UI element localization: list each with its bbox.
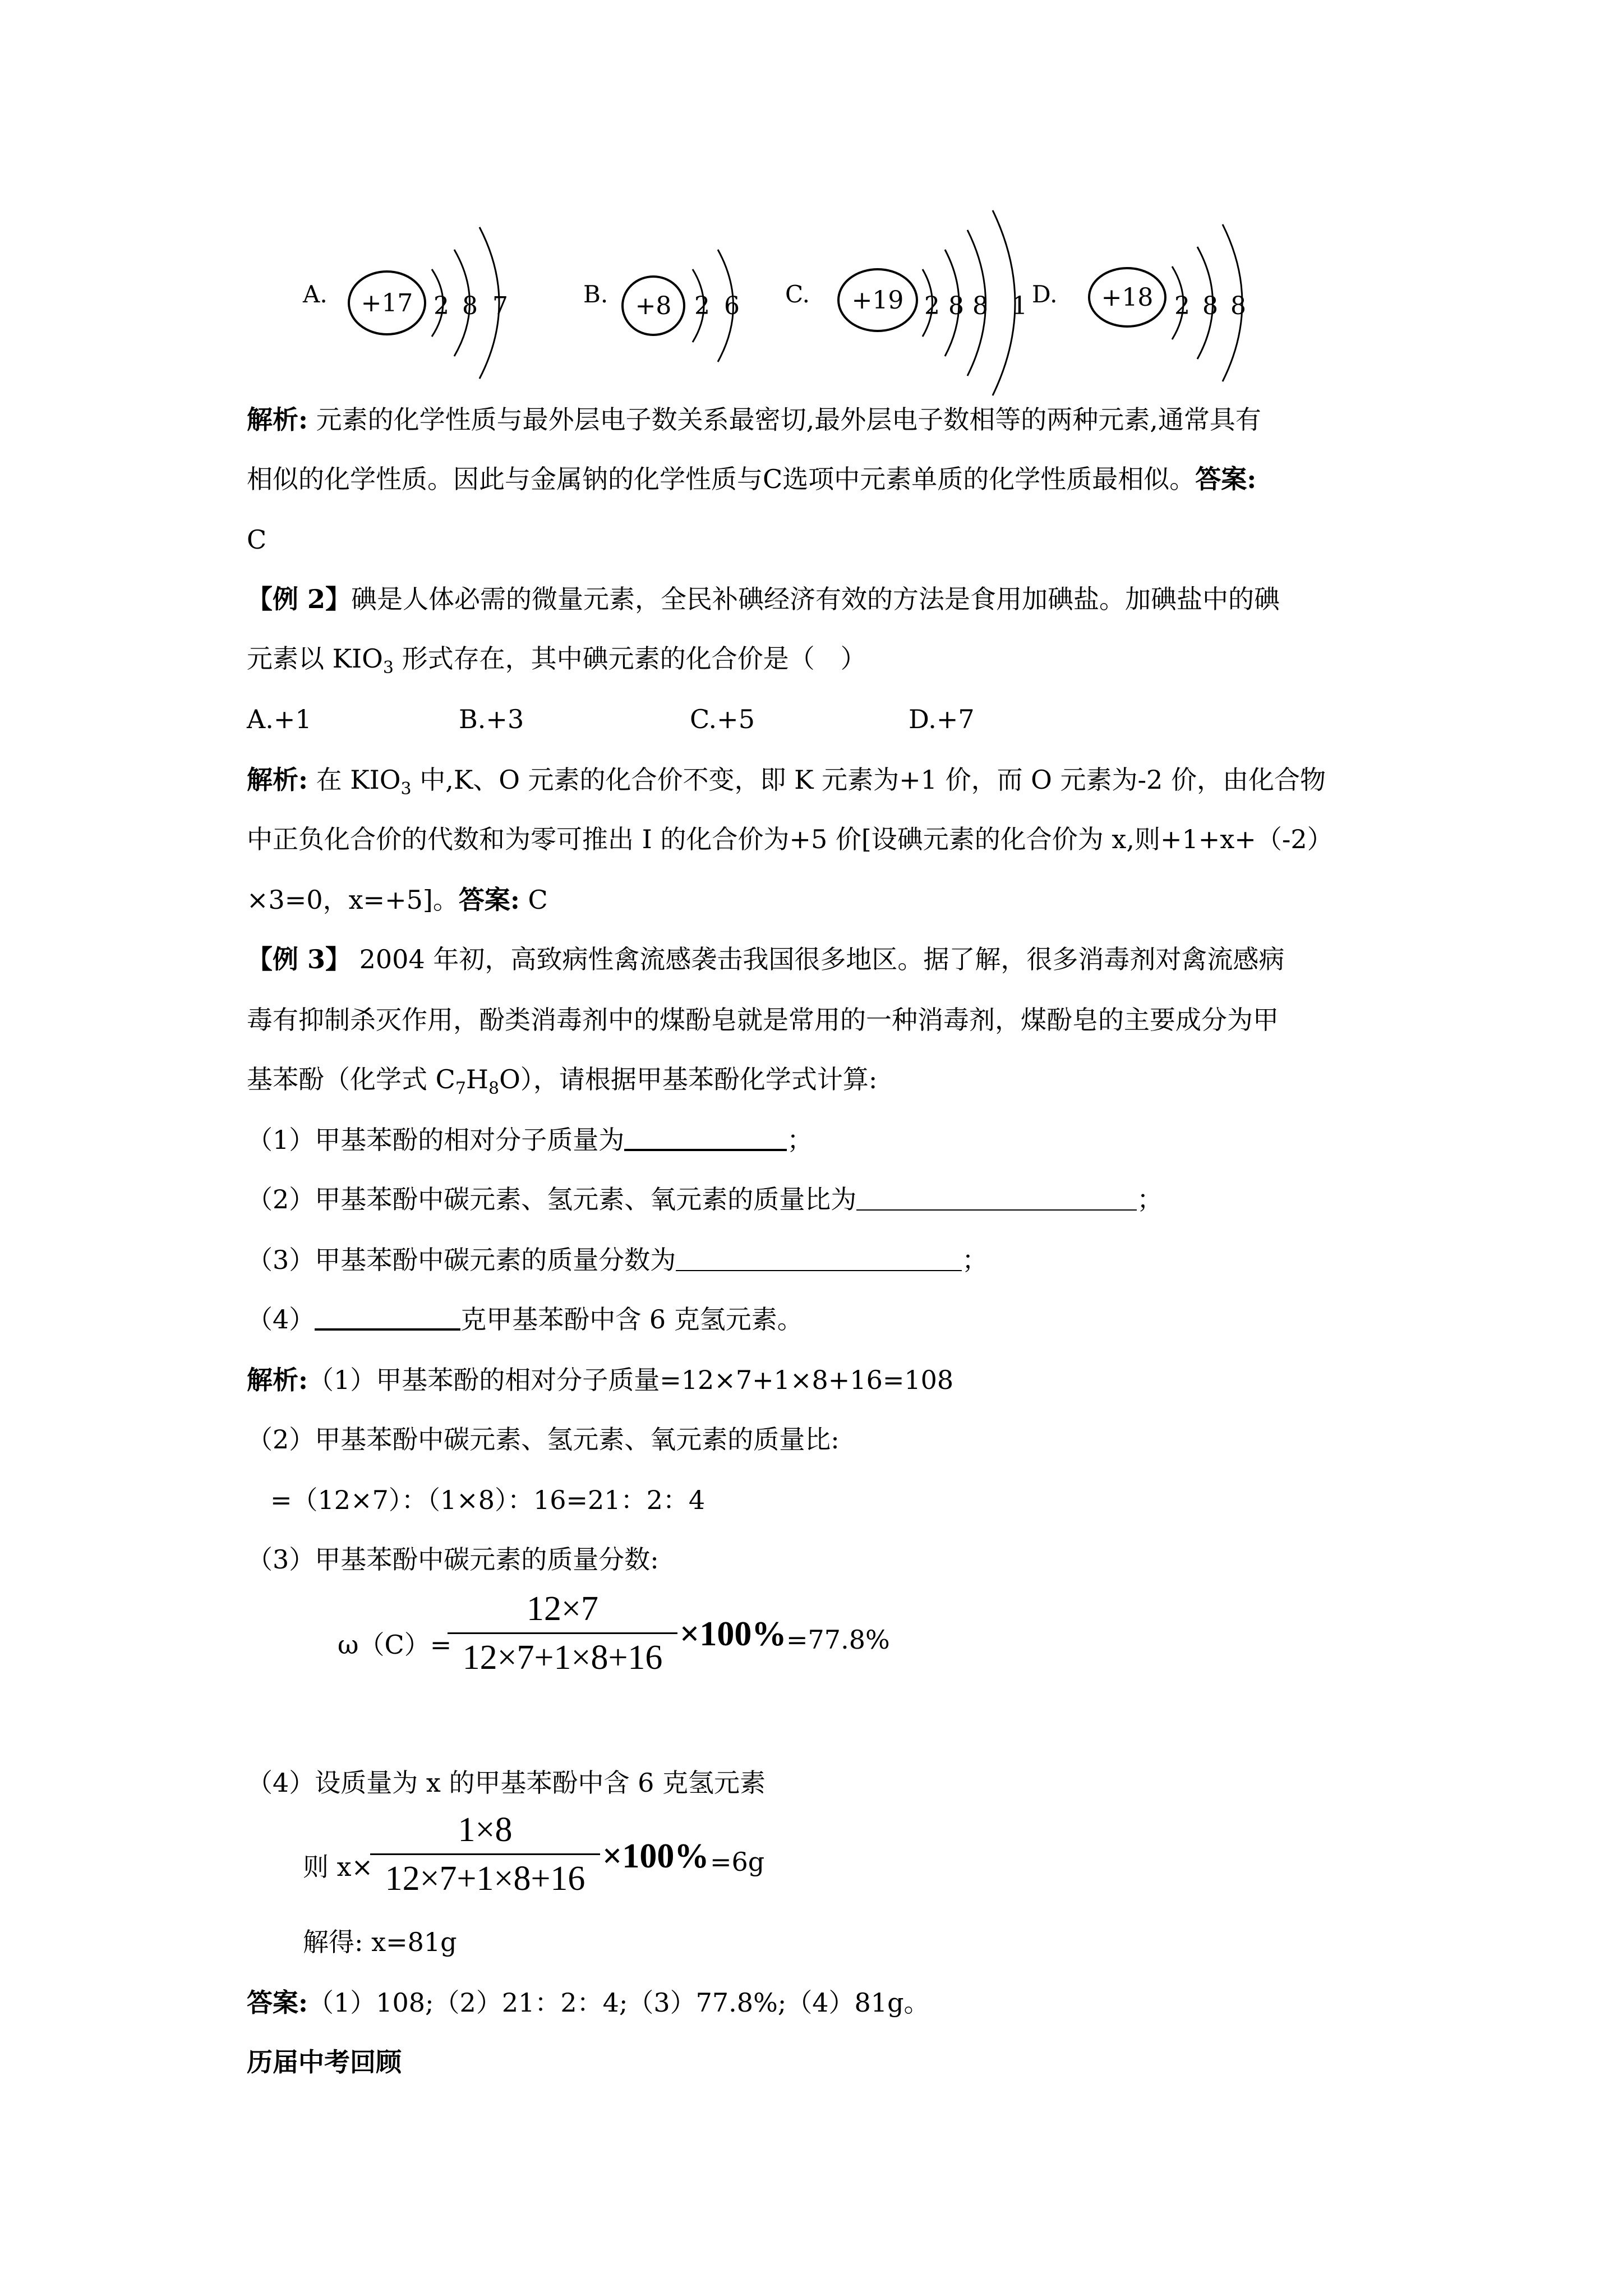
option-c: C.+5 xyxy=(690,704,755,734)
answer-value: C xyxy=(247,524,267,555)
example-tag: 【例 2】 xyxy=(247,584,352,614)
fraction-denominator: 12×7+1×8+16 xyxy=(462,1639,663,1677)
ex1-answer xyxy=(247,522,1402,558)
analysis-text: 在 KIO xyxy=(307,765,401,795)
subquestion-text: （2）甲基苯酚中碳元素、氢元素、氧元素的质量比为 xyxy=(247,1184,857,1214)
atom-diagram-c xyxy=(785,208,1054,398)
atom-diagram-d xyxy=(1032,208,1267,398)
shell-electrons: 8 xyxy=(462,292,478,320)
ex2-analysis-line2 xyxy=(247,821,1402,857)
atom-diagram-a xyxy=(303,208,527,398)
times-percent: ×100% xyxy=(602,1837,709,1875)
ex3-question-line2 xyxy=(247,1002,1402,1038)
option-d: D.+7 xyxy=(909,704,975,734)
ex3-subq2 xyxy=(247,1181,1402,1217)
analysis-text: （3）甲基苯酚中碳元素的质量分数: xyxy=(247,1544,659,1575)
ex2-analysis-line1 xyxy=(247,762,1402,807)
question-text: O），请根据甲基苯酚化学式计算: xyxy=(499,1064,878,1094)
ex3-analysis-1 xyxy=(247,1362,1402,1398)
shell-electrons: 6 xyxy=(724,292,740,320)
ex3-final-answer xyxy=(247,1985,1402,2021)
ex3-analysis-3 xyxy=(247,1542,1402,1577)
solve-text: 解得: x=81g xyxy=(303,1927,457,1957)
fraction xyxy=(370,1807,600,1901)
answer-value: （1）108;（2）21：2：4;（3）77.8%;（4）81g。 xyxy=(307,1987,930,2018)
subquestion-text: （1）甲基苯酚的相对分子质量为 xyxy=(247,1125,625,1155)
shell-electrons: 8 xyxy=(972,292,988,320)
ex3-question-line1 xyxy=(247,941,1402,977)
subquestion-text: ； xyxy=(1137,1184,1163,1214)
nucleus-charge: +17 xyxy=(361,289,413,318)
analysis-text: 中,K、O 元素的化合价不变，即 K 元素为+1 价，而 O 元素为-2 价，由化合物 xyxy=(411,765,1326,795)
answer-blank-1[interactable] xyxy=(624,1129,787,1151)
fraction-bar xyxy=(448,1632,677,1634)
atom-option-d xyxy=(1032,208,1267,398)
subquestion-text: （4） xyxy=(247,1304,315,1335)
ex2-question-line2 xyxy=(247,641,1402,686)
answer-blank-2[interactable] xyxy=(856,1189,1137,1211)
ex2-question-line1 xyxy=(247,581,1402,617)
ex3-subq4 xyxy=(247,1301,1402,1337)
formula-prefix: 则 x× xyxy=(303,1852,374,1882)
shell-electrons: 2 xyxy=(694,292,710,320)
shell-electrons: 2 xyxy=(1174,292,1190,320)
question-text: 碘是人体必需的微量元素，全民补碘经济有效的方法是食用加碘盐。加碘盐中的碘 xyxy=(351,584,1280,614)
shell-electrons: 2 xyxy=(434,292,449,320)
ex3-analysis-2b xyxy=(270,1482,1426,1518)
analysis-text: ×3=0，x=+5]。 xyxy=(247,885,459,915)
answer-blank-3[interactable] xyxy=(676,1250,962,1271)
analysis-label: 解析: xyxy=(247,765,308,795)
times-percent: ×100% xyxy=(680,1615,787,1653)
atom-option-b xyxy=(583,208,768,398)
ex3-solve xyxy=(303,1924,1458,1960)
shell-electrons: 7 xyxy=(492,292,508,320)
subquestion-text: 克甲基苯酚中含 6 克氢元素。 xyxy=(460,1304,803,1335)
formula-result: =6g xyxy=(710,1847,765,1877)
ex3-analysis-2 xyxy=(247,1421,1402,1457)
answer-blank-4[interactable] xyxy=(315,1308,460,1331)
subscript: 8 xyxy=(488,1079,500,1098)
analysis-text: =（12×7）：（1×8）：16=21：2：4 xyxy=(270,1485,706,1515)
analysis-text: 中正负化合价的代数和为零可推出 I 的化合价为+5 价[设碘元素的化合价为 x,则+1+x+（-2） xyxy=(247,824,1333,854)
shell-electrons: 2 xyxy=(924,292,940,320)
nucleus-charge: +19 xyxy=(851,286,904,315)
ex2-analysis-line3 xyxy=(247,882,1402,918)
analysis-label: 解析: xyxy=(247,1365,308,1395)
analysis-text: （2）甲基苯酚中碳元素、氢元素、氧元素的质量比: xyxy=(247,1424,840,1455)
fraction-denominator: 12×7+1×8+16 xyxy=(385,1860,585,1898)
shell-electrons: 8 xyxy=(1230,292,1246,320)
shell-electrons: 8 xyxy=(1202,292,1218,320)
answer-value: C xyxy=(519,885,548,915)
ex3-question-line3 xyxy=(247,1061,1402,1107)
option-label: C. xyxy=(785,280,810,308)
ex3-analysis-4 xyxy=(247,1765,1402,1801)
ex1-analysis-line1 xyxy=(247,402,1402,438)
formula-prefix: ω（C）= xyxy=(338,1630,452,1660)
hydrogen-mass-formula xyxy=(247,1807,1402,1908)
option-a: A.+1 xyxy=(247,704,312,734)
question-text: H xyxy=(465,1064,489,1094)
analysis-text: 元素的化学性质与最外层电子数关系最密切,最外层电子数相等的两种元素,通常具有 xyxy=(307,404,1261,435)
atom-option-a xyxy=(303,208,527,398)
option-label: A. xyxy=(303,280,328,308)
shell-electrons: 8 xyxy=(948,292,964,320)
option-b: B.+3 xyxy=(459,704,524,734)
example-tag: 【例 3】 xyxy=(247,944,352,974)
fraction-numerator: 12×7 xyxy=(527,1590,598,1628)
subquestion-text: （3）甲基苯酚中碳元素的质量分数为 xyxy=(247,1245,676,1275)
atom-structure-options xyxy=(303,208,1368,398)
nucleus-charge: +18 xyxy=(1101,283,1154,312)
question-text: 毒有抑制杀灭作用，酚类消毒剂中的煤酚皂就是常用的一种消毒剂，煤酚皂的主要成分为甲 xyxy=(247,1005,1279,1035)
section-heading xyxy=(247,2044,1402,2080)
atom-option-c xyxy=(785,208,1054,398)
ex3-subq3 xyxy=(247,1242,1402,1278)
answer-label: 答案: xyxy=(458,885,520,915)
atom-diagram-b xyxy=(583,208,768,398)
heading-text: 历届中考回顾 xyxy=(247,2047,402,2077)
subquestion-text: ； xyxy=(787,1125,813,1155)
analysis-text: 相似的化学性质。因此与金属钠的化学性质与C选项中元素单质的化学性质最相似。 xyxy=(247,464,1196,494)
answer-label: 答案: xyxy=(247,1987,308,2018)
nucleus-charge: +8 xyxy=(635,292,672,320)
ex3-subq1 xyxy=(247,1122,1402,1158)
question-text: 基苯酚（化学式 C xyxy=(247,1064,455,1094)
fraction xyxy=(448,1586,677,1680)
question-text: 元素以 KIO xyxy=(247,643,383,674)
answer-label: 答案: xyxy=(1195,464,1257,494)
question-text: 2004 年初，高致病性禽流感袭击我国很多地区。据了解，很多消毒剂对禽流感病 xyxy=(351,944,1285,974)
formula-result: =77.8% xyxy=(786,1625,890,1655)
ex1-analysis-line2 xyxy=(247,461,1402,497)
subscript: 3 xyxy=(400,779,412,799)
analysis-label: 解析: xyxy=(247,404,308,435)
option-label: D. xyxy=(1032,280,1058,308)
mass-fraction-formula xyxy=(247,1586,1402,1687)
option-label: B. xyxy=(583,280,608,308)
question-text: 形式存在，其中碘元素的化合价是（ ） xyxy=(393,643,866,674)
subquestion-text: ； xyxy=(962,1245,988,1275)
fraction-numerator: 1×8 xyxy=(458,1811,513,1849)
analysis-text: （1）甲基苯酚的相对分子质量=12×7+1×8+16=108 xyxy=(307,1365,954,1395)
analysis-text: （4）设质量为 x 的甲基苯酚中含 6 克氢元素 xyxy=(247,1768,766,1798)
subscript: 7 xyxy=(455,1079,466,1098)
shell-electrons: 1 xyxy=(1012,292,1027,320)
subscript: 3 xyxy=(382,658,394,678)
fraction-bar xyxy=(370,1853,600,1855)
